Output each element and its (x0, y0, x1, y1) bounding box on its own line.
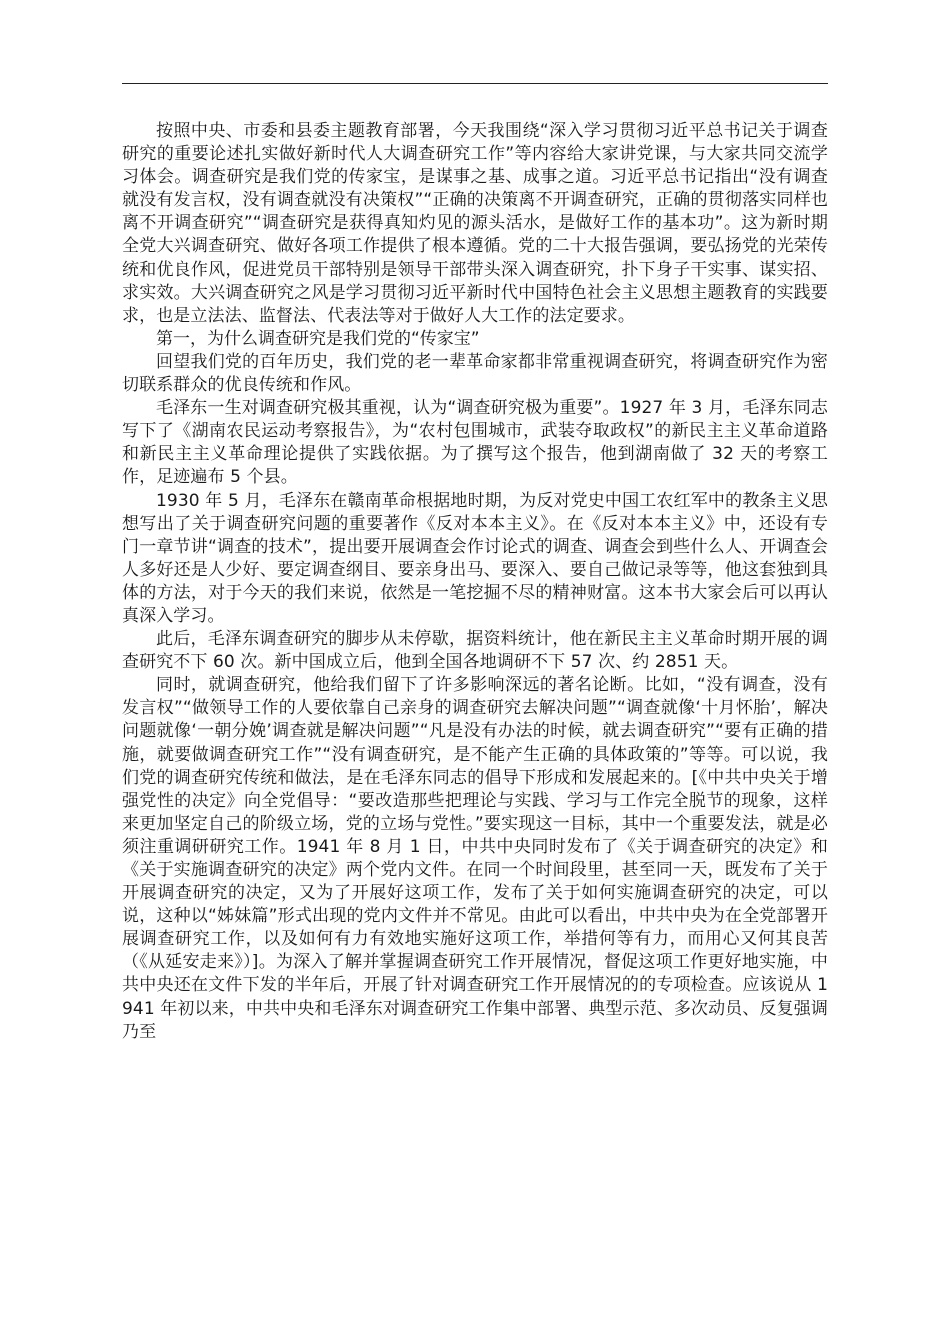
body-paragraph: 回望我们党的百年历史，我们党的老一辈革命家都非常重视调查研究，将调查研究作为密切联系群众的优良传统和作风。 (122, 351, 828, 396)
intro-paragraph: 按照中央、市委和县委主题教育部署，今天我围绕“深入学习贯彻习近平总书记关于调查研究的重要论述扎实做好新时代人大调查研究工作”等内容给大家讲党课，与大家共同交流学习体会。调查研究是我们党的传家宝，是谋事之基、成事之道。习近平总书记指出“没有调查就没有发言权，没有调查就没有决策权”“正确的决策离不开调查研究，正确的贯彻落实同样也离不开调查研究”“调查研究是获得真知灼见的源头活水，是做好工作的基本功”。这为新时期全党大兴调查研究、做好各项工作提供了根本遵循。党的二十大报告强调，要弘扬党的光荣传统和优良作风，促进党员干部特别是领导干部带头深入调查研究，扑下身子干实事、谋实招、求实效。大兴调查研究之风是学习贯彻习近平新时代中国特色社会主义思想主题教育的实践要求，也是立法法、监督法、代表法等对于做好人大工作的法定要求。 (122, 121, 828, 326)
header-divider (122, 83, 828, 84)
body-paragraph: 毛泽东一生对调查研究极其重视，认为“调查研究极为重要”。1927 年 3 月，毛泽东同志写下了《湖南农民运动考察报告》，为“农村包围城市，武装夺取政权”的新民主主义革命道路和新民主主义革命理论提供了实践依据。为了撰写这个报告，他到湖南做了 32 天的考察工作，足迹遍布 5 个县。 (122, 398, 828, 488)
body-paragraph: 此后，毛泽东调查研究的脚步从未停歇，据资料统计，他在新民主主义革命时期开展的调查研究不下 60 次。新中国成立后，他到全国各地调研不下 57 次、约 2851 天。 (122, 629, 828, 673)
document-body (122, 120, 828, 1044)
body-paragraph: 1930 年 5 月，毛泽东在赣南革命根据地时期，为反对党史中国工农红军中的教条主义思想写出了关于调查研究问题的重要著作《反对本本主义》。在《反对本本主义》中，还设有专门一章节讲“调查的技术”，提出要开展调查会作讨论式的调查、调查会到些什么人、开调查会人多好还是人少好、要定调查纲目、要亲身出马、要深入、要自己做记录等等，他这套独到具体的方法，对于今天的我们来说，依然是一笔挖掘不尽的精神财富。这本书大家会后可以再认真深入学习。 (122, 490, 828, 626)
body-paragraph: 同时，就调查研究，他给我们留下了许多影响深远的著名论断。比如，“没有调查，没有发言权”“做领导工作的人要依靠自己亲身的调查研究去解决问题”“调查就像‘十月怀胎’，解决问题就像‘一朝分娩’调查就是解决问题”“凡是没有办法的时候，就去调查研究”“要有正确的措施，就要做调查研究工作”“没有调查研究，是不能产生正确的具体政策的”等等。可以说，我们党的调查研究传统和做法，是在毛泽东同志的倡导下形成和发展起来的。[《中共中央关于增强党性的决定》向全党倡导：“要改造那些把理论与实践、学习与工作完全脱节的现象，这样来更加坚定自己的阶级立场，党的立场与党性。”要实现这一目标，其中一个重要发法，就是必须注重调研研究工作。1941 年 8 月 1 日，中共中央同时发布了《关于调查研究的决定》和《关于实施调查研究的决定》两个党内文件。在同一个时间段里，甚至同一天，既发布了关于开展调查研究的决定，又为了开展好这项工作，发布了关于如何实施调查研究的决定，可以说，这种以“姊妹篇”形式出现的党内文件并不常见。由此可以看出，中共中央为在全党部署开展调查研究工作，以及如何有力有效地实施好这项工作，举措何等有力，而用心又何其良苦（《从延安走来》）]。为深入了解并掌握调查研究工作开展情况，督促这项工作更好地实施，中共中央还在文件下发的半年后，开展了针对调查研究工作开展情况的的专项检查。应该说从 1941 年初以来，中共中央和毛泽东对调查研究工作集中部署、典型示范、多次动员、反复强调乃至 (122, 675, 828, 1042)
section-heading: 第一，为什么调查研究是我们党的“传家宝” (156, 328, 480, 349)
